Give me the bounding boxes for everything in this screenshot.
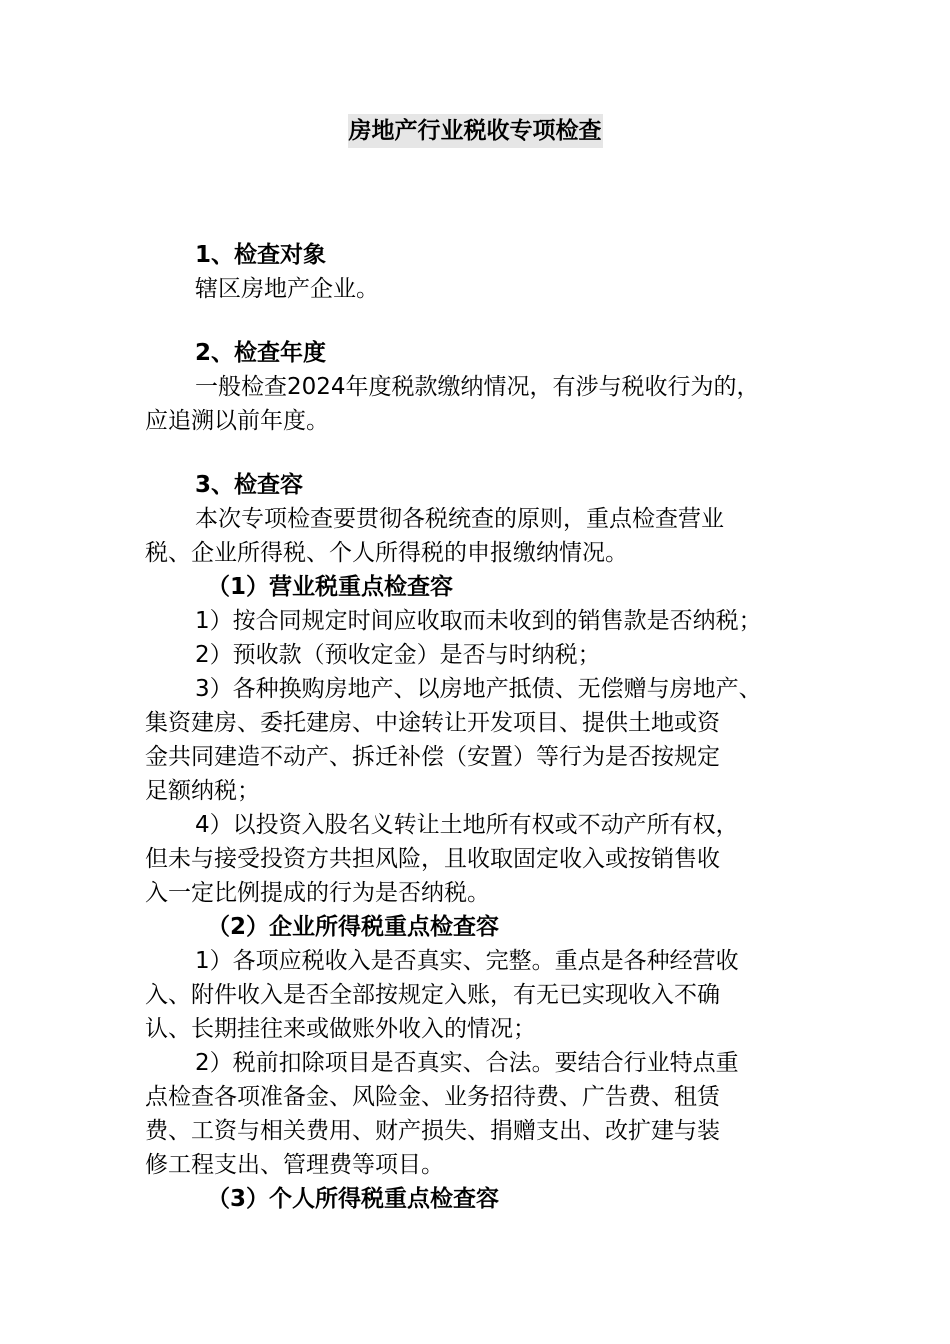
- paragraph-line: 应追溯以前年度。: [145, 408, 329, 434]
- paragraph-line: 税、企业所得税、个人所得税的申报缴纳情况。: [145, 540, 628, 566]
- section-spacer: [145, 438, 825, 468]
- list-item-line: 4）以投资入股名义转让土地所有权或不动产所有权，: [195, 812, 739, 838]
- subsection-heading: （1）营业税重点检查容: [207, 574, 454, 600]
- paragraph-line: 一般检查2024年度税款缴纳情况，有涉与税收行为的，: [195, 374, 760, 400]
- section-heading: 1、检查对象: [195, 242, 327, 268]
- list-item-line: 点检查各项准备金、风险金、业务招待费、广告费、租赁: [145, 1084, 720, 1110]
- list-item-line: 3）各种换购房地产、以房地产抵债、无偿赠与房地产、: [195, 676, 762, 702]
- subsection-heading: （3）个人所得税重点检查容: [207, 1186, 500, 1212]
- list-item-line: 修工程支出、管理费等项目。: [145, 1152, 444, 1178]
- subsection-heading: （2）企业所得税重点检查容: [207, 914, 500, 940]
- list-item-line: 足额纳税；: [145, 778, 260, 804]
- section-heading: 3、检查容: [195, 472, 304, 498]
- title-wrapper: [0, 114, 950, 148]
- paragraph-line: 本次专项检查要贯彻各税统查的原则，重点检查营业: [195, 506, 724, 532]
- list-item-line: 金共同建造不动产、拆迁补偿（安置）等行为是否按规定: [145, 744, 720, 770]
- list-item-line: 1）各项应税收入是否真实、完整。重点是各种经营收: [195, 948, 739, 974]
- section-spacer: [145, 306, 825, 336]
- list-item-line: 认、长期挂往来或做账外收入的情况；: [145, 1016, 536, 1042]
- list-item-line: 2）预收款（预收定金）是否与时纳税；: [195, 642, 601, 668]
- list-item-line: 但未与接受投资方共担风险，且收取固定收入或按销售收: [145, 846, 720, 872]
- list-item-line: 集资建房、委托建房、中途转让开发项目、提供土地或资: [145, 710, 720, 736]
- section-heading: 2、检查年度: [195, 340, 327, 366]
- list-item-line: 2）税前扣除项目是否真实、合法。要结合行业特点重: [195, 1050, 739, 1076]
- list-item-line: 入一定比例提成的行为是否纳税。: [145, 880, 490, 906]
- list-item-line: 入、附件收入是否全部按规定入账，有无已实现收入不确: [145, 982, 720, 1008]
- list-item-line: 费、工资与相关费用、财产损失、捐赠支出、改扩建与装: [145, 1118, 720, 1144]
- document-body: [145, 238, 825, 1216]
- paragraph-line: 辖区房地产企业。: [195, 276, 379, 302]
- list-item-line: 1）按合同规定时间应收取而未收到的销售款是否纳税；: [195, 608, 762, 634]
- document-title: 房地产行业税收专项检查: [348, 114, 603, 148]
